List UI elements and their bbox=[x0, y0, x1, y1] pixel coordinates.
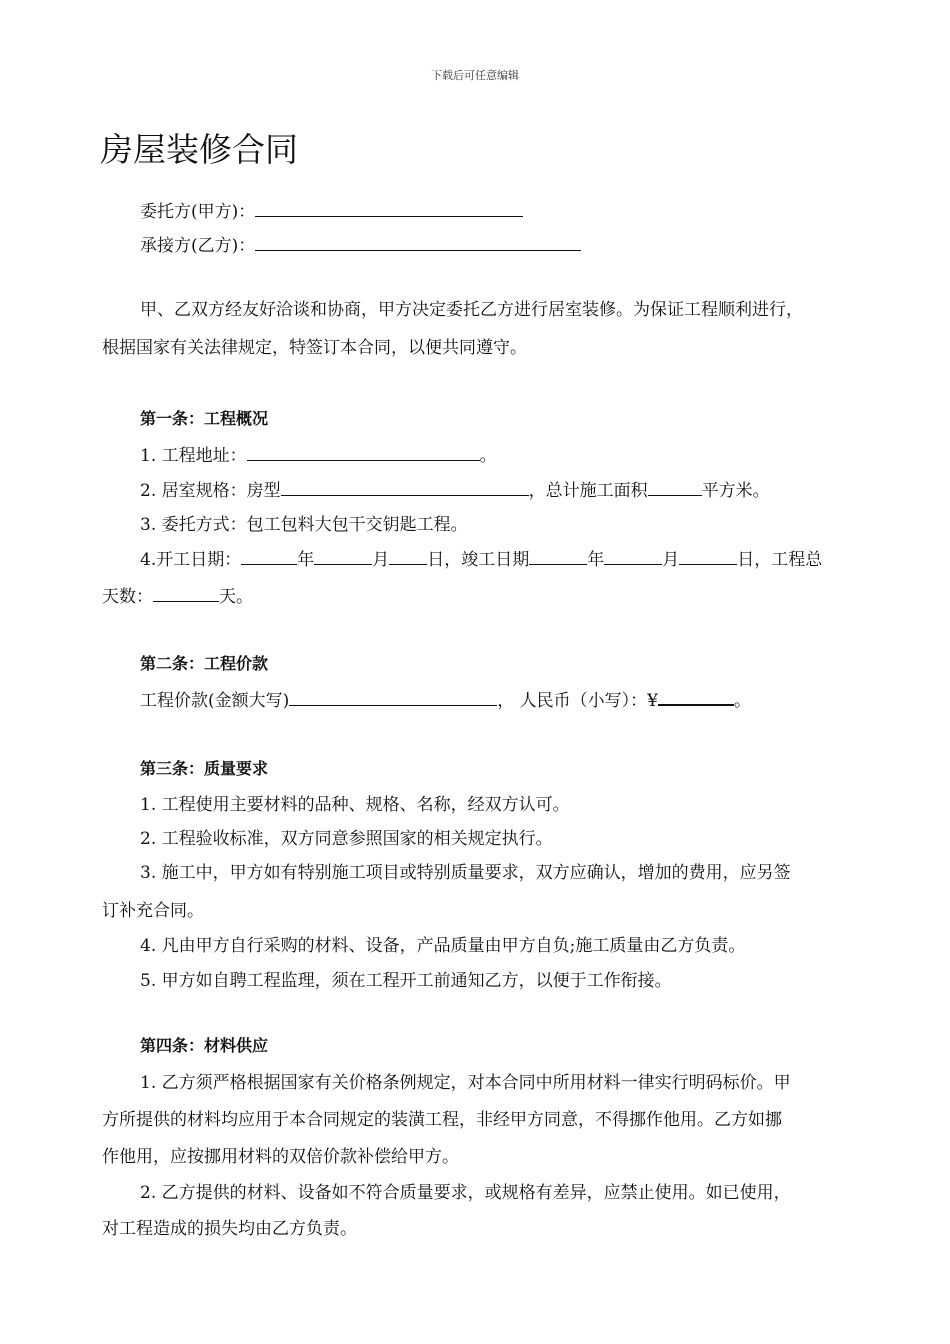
total-days-blank[interactable] bbox=[153, 585, 219, 602]
price-words-label: 工程价款(金额大写) bbox=[140, 691, 290, 711]
article3-item4: 4. 凡由甲方自行采购的材料、设备，产品质量由甲方自负;施工质量由乙方负责。 bbox=[140, 936, 746, 956]
address-label: 1. 工程地址： bbox=[140, 446, 247, 466]
article1-item4-line2 bbox=[102, 582, 253, 607]
article3-item3-line1: 3. 施工中，甲方如有特别施工项目或特别质量要求，双方应确认，增加的费用，应另签 bbox=[140, 863, 791, 883]
address-blank[interactable] bbox=[247, 444, 480, 461]
days-label: 天数： bbox=[102, 587, 153, 607]
area-label: ，总计施工面积 bbox=[528, 481, 648, 501]
page-title: 房屋装修合同 bbox=[100, 130, 298, 169]
party-b-blank[interactable] bbox=[255, 234, 581, 251]
article4-item2-line1: 2. 乙方提供的材料、设备如不符合质量要求，或规格有差异，应禁止使用。如已使用， bbox=[140, 1183, 791, 1203]
start-day-blank[interactable] bbox=[389, 548, 427, 565]
article1-item1 bbox=[140, 441, 497, 466]
intro-line2: 根据国家有关法律规定，特签订本合同，以便共同遵守。 bbox=[102, 338, 527, 358]
start-month-blank[interactable] bbox=[314, 548, 372, 565]
address-end: 。 bbox=[479, 446, 497, 466]
total-days-label: 日，工程总 bbox=[737, 550, 823, 570]
party-a-label: 委托方(甲方)： bbox=[140, 202, 256, 222]
article3-item2: 2. 工程验收标准，双方同意参照国家的相关规定执行。 bbox=[140, 829, 553, 849]
party-a-blank[interactable] bbox=[255, 200, 523, 217]
start-year-blank[interactable] bbox=[241, 548, 297, 565]
price-rmb-label: ， 人民币（小写）：¥ bbox=[497, 691, 658, 711]
room-type-blank[interactable] bbox=[281, 479, 529, 496]
article4-item1-line3: 作他用，应按挪用材料的双倍价款补偿给甲方。 bbox=[102, 1147, 459, 1167]
article1-item4 bbox=[140, 545, 822, 570]
price-rmb-blank[interactable] bbox=[658, 688, 734, 706]
article1-heading: 第一条：工程概况 bbox=[140, 409, 269, 428]
price-end: 。 bbox=[734, 691, 751, 711]
end-date-label: 日，竣工日期 bbox=[427, 550, 530, 570]
party-b-label: 承接方(乙方)： bbox=[140, 236, 256, 256]
article3-item1: 1. 工程使用主要材料的品种、规格、名称，经双方认可。 bbox=[140, 795, 570, 815]
month-label-2: 月 bbox=[662, 550, 680, 570]
article4-heading: 第四条：材料供应 bbox=[140, 1036, 269, 1055]
party-b-line bbox=[140, 231, 581, 256]
end-day-blank[interactable] bbox=[679, 548, 737, 565]
article3-item5: 5. 甲方如自聘工程监理，须在工程开工前通知乙方，以便于工作衔接。 bbox=[140, 971, 672, 991]
article4-item1-line2: 方所提供的材料均应用于本合同规定的装潢工程，非经甲方同意，不得挪作他用。乙方如挪 bbox=[102, 1110, 782, 1130]
price-words-blank[interactable] bbox=[289, 689, 497, 706]
month-label: 月 bbox=[372, 550, 390, 570]
article2-price-line bbox=[140, 686, 751, 711]
spec-label: 2. 居室规格：房型 bbox=[140, 481, 281, 501]
article2-heading: 第二条：工程价款 bbox=[140, 654, 269, 673]
year-label-2: 年 bbox=[587, 550, 605, 570]
start-date-label: 4.开工日期： bbox=[140, 550, 242, 570]
header-note: 下载后可任意编辑 bbox=[431, 69, 519, 82]
party-a-line bbox=[140, 197, 523, 222]
article1-item3: 3. 委托方式：包工包料大包干交钥匙工程。 bbox=[140, 515, 468, 535]
year-label: 年 bbox=[297, 550, 315, 570]
article4-item1-line1: 1. 乙方须严格根据国家有关价格条例规定，对本合同中所用材料一律实行明码标价。甲 bbox=[140, 1073, 791, 1093]
days-unit: 天。 bbox=[219, 587, 253, 607]
article4-item2-line2: 对工程造成的损失均由乙方负责。 bbox=[102, 1219, 357, 1239]
article3-heading: 第三条：质量要求 bbox=[140, 759, 269, 778]
intro-line1: 甲、乙双方经友好洽谈和协商，甲方决定委托乙方进行居室装修。为保证工程顺利进行， bbox=[140, 300, 803, 320]
end-year-blank[interactable] bbox=[529, 548, 587, 565]
area-unit: 平方米。 bbox=[701, 481, 770, 501]
article3-item3-line2: 订补充合同。 bbox=[102, 901, 204, 921]
area-blank[interactable] bbox=[648, 479, 702, 496]
article1-item2 bbox=[140, 476, 770, 501]
end-month-blank[interactable] bbox=[604, 548, 662, 565]
